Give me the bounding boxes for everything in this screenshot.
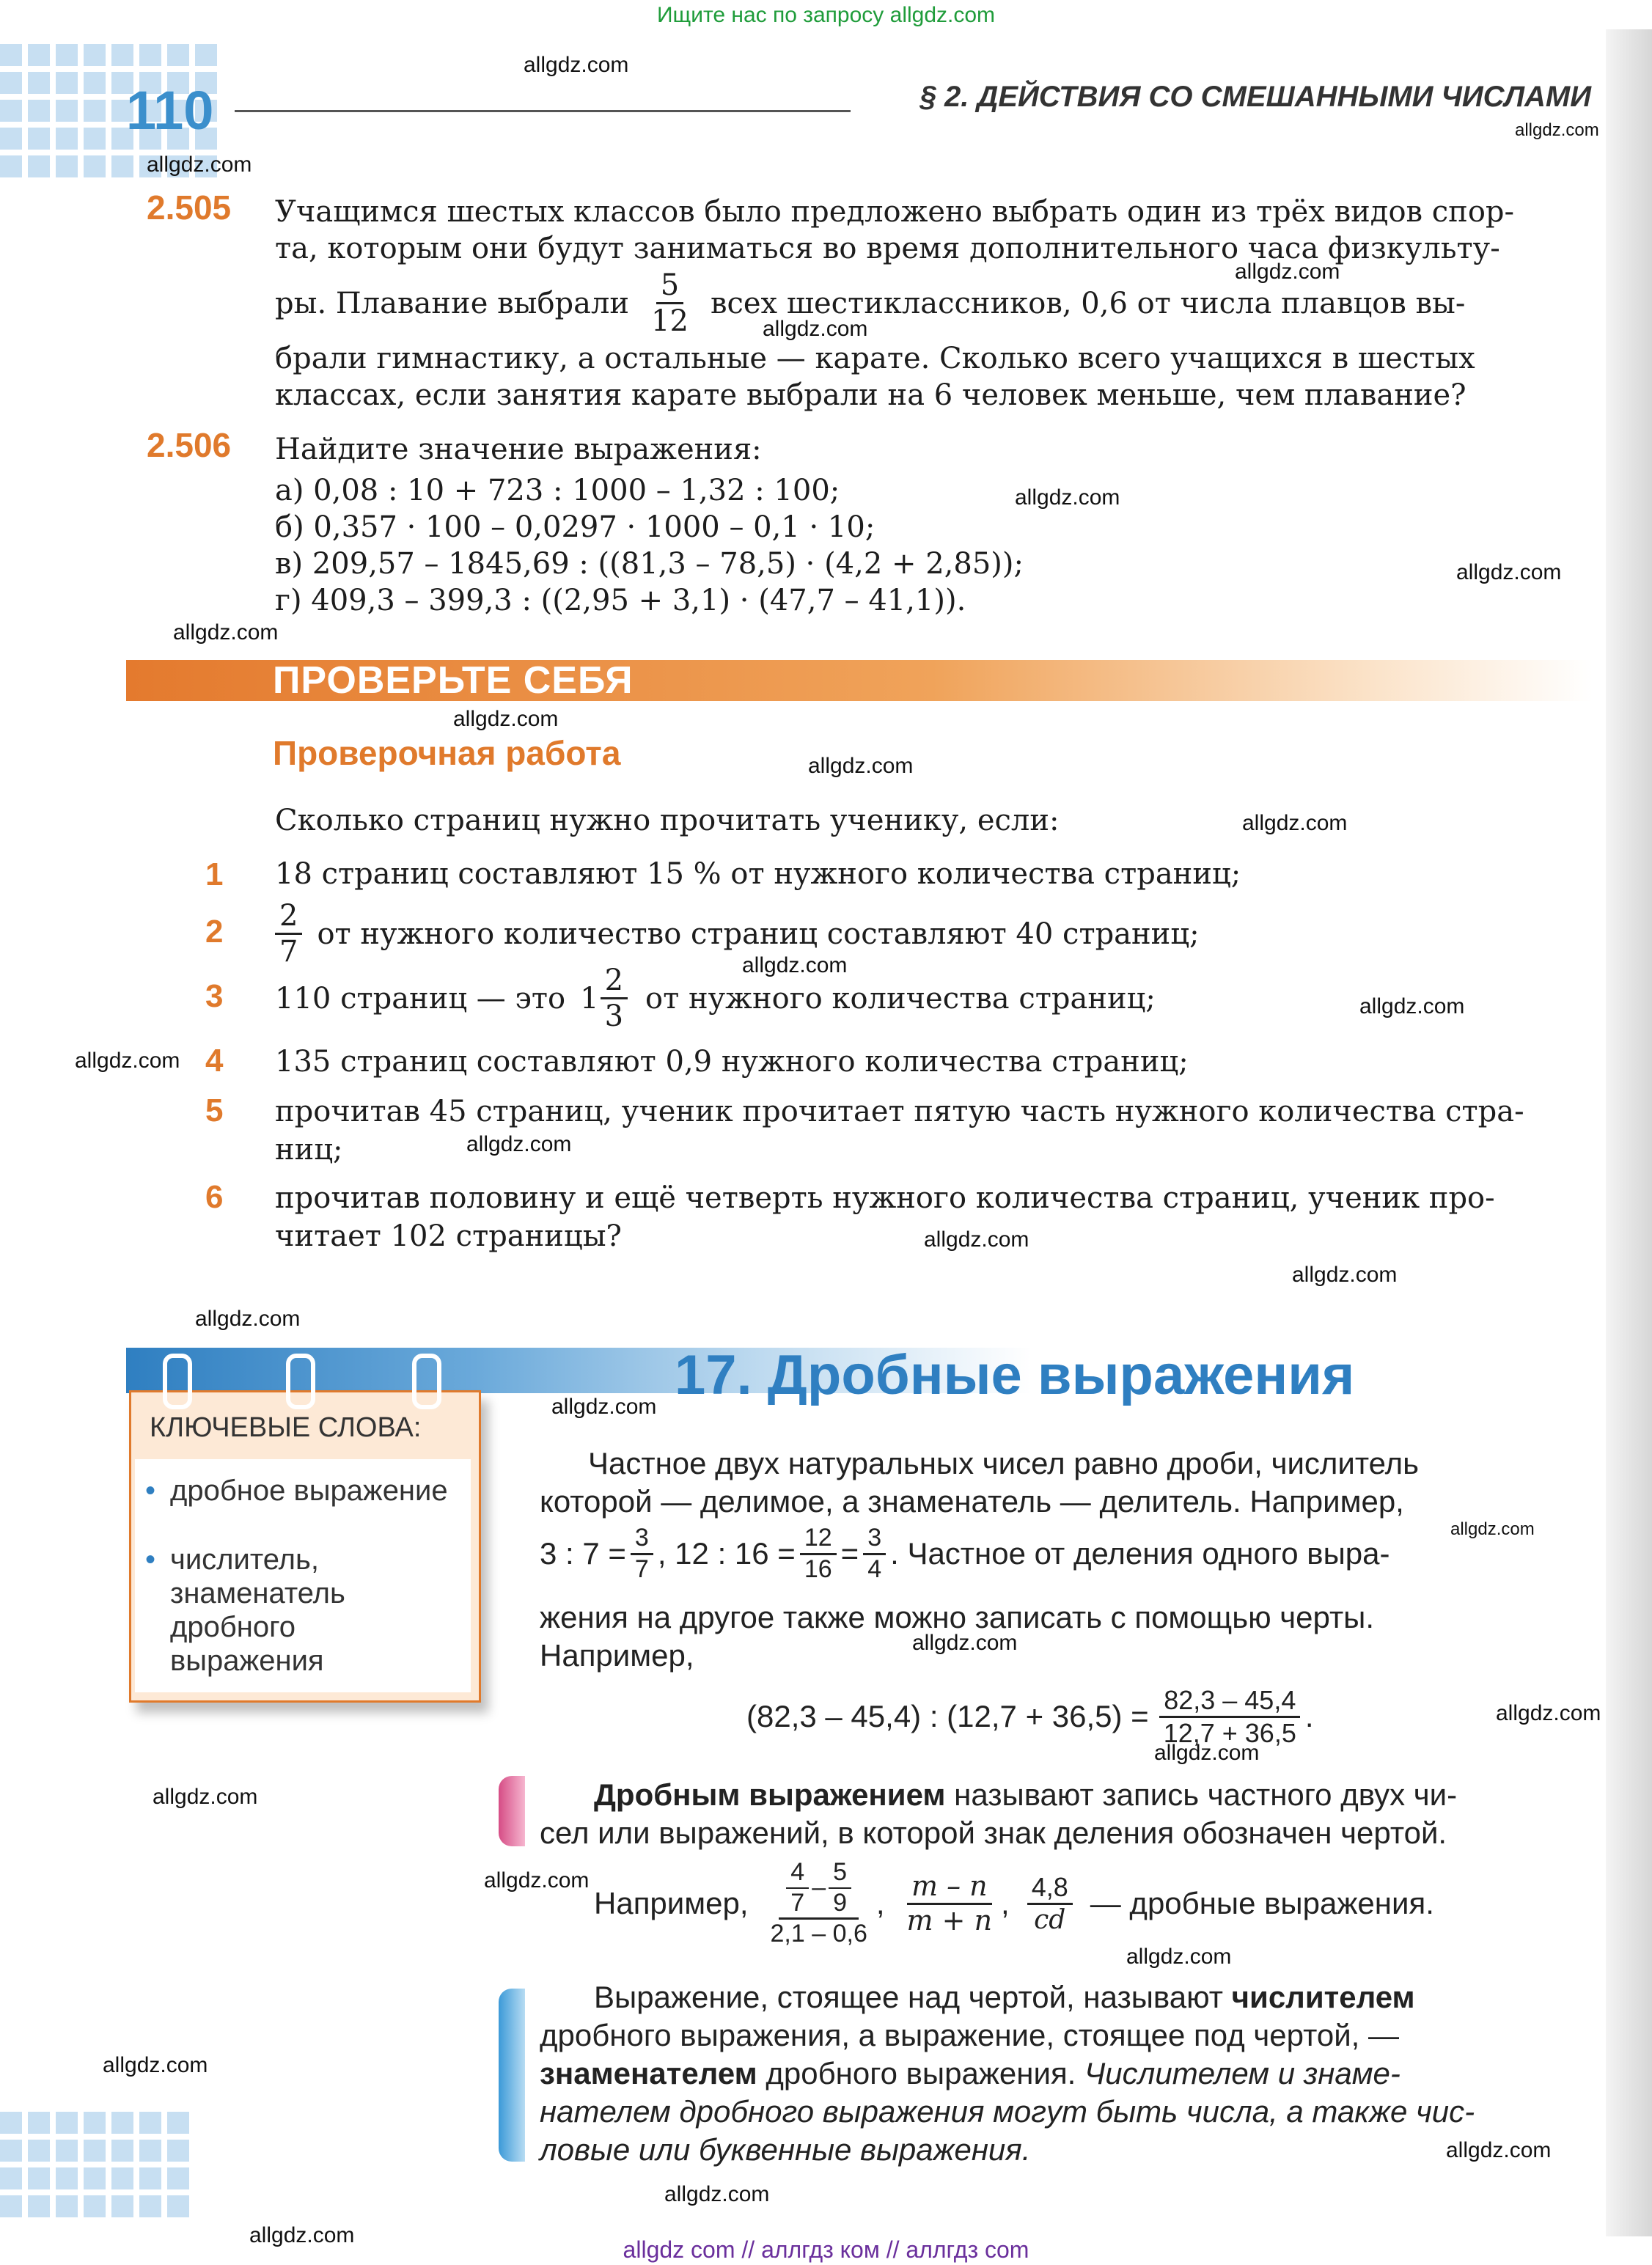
problem-number-2505: 2.505	[147, 188, 232, 227]
fraction-5-12	[647, 270, 693, 337]
fraction-numerator: 3	[631, 1525, 653, 1555]
problem-2506-prompt: Найдите значение выражения:	[275, 433, 762, 466]
watermark-text: allgdz.com	[1496, 1701, 1601, 1725]
watermark-text: allgdz.com	[664, 2182, 770, 2206]
fraction-numerator: m – n	[907, 1872, 992, 1905]
binder-ring-icon	[286, 1354, 315, 1409]
fraction-3-4	[863, 1525, 886, 1582]
definition-2-line4: нателем дробного выражения могут быть числа, а также чис-	[540, 2094, 1475, 2129]
check-item-1: 18 страниц составляют 15 % от нужного количества страниц;	[275, 857, 1241, 891]
watermark-text: allgdz.com	[1446, 2138, 1552, 2162]
check-item-number-5: 5	[205, 1093, 224, 1128]
check-item-5-line1: прочитав 45 страниц, ученик прочитает пятую часть нужного количества стра-	[275, 1095, 1524, 1128]
example-2-lhs: (82,3 – 45,4) : (12,7 + 36,5) =	[746, 1699, 1149, 1734]
check-item-3-before: 110 страниц — это	[275, 981, 566, 1016]
complex-fraction-numerator	[779, 1860, 859, 1920]
fraction-numerator: 4,8	[1027, 1873, 1073, 1905]
complex-fraction	[766, 1860, 872, 1948]
problem-2505-line3-end: всех шестиклассников, 0,6 от числа плавцов вы-	[710, 286, 1466, 320]
fraction-numerator: 2	[275, 900, 302, 935]
theory-p1-line5: Например,	[540, 1638, 694, 1673]
watermark-text: allgdz.com	[453, 707, 559, 731]
fraction-numerator: 2	[601, 965, 628, 999]
fraction-denominator: 7	[634, 1554, 649, 1583]
check-item-5-line2: ниц;	[275, 1133, 343, 1167]
definition-2-term-numerator: числителем	[1231, 1980, 1415, 2014]
watermark-text: allgdz.com	[173, 620, 279, 645]
fraction-denominator: 7	[790, 1888, 805, 1917]
keyword-2	[145, 1543, 453, 1678]
fraction-denominator: 16	[804, 1554, 832, 1583]
problem-2506-item-b: б) 0,357 · 100 – 0,0297 · 1000 – 0,1 · 10;	[275, 510, 875, 544]
watermark-text: allgdz.com	[153, 1785, 258, 1809]
definition-2-line1	[594, 1978, 1587, 2016]
check-subtitle: Проверочная работа	[273, 734, 621, 772]
keyword-2-text: числитель, знаменатель дробного выражения	[170, 1543, 345, 1677]
watermark-text: allgdz.com	[1242, 811, 1348, 835]
keywords-title: КЛЮЧЕВЫЕ СЛОВА:	[150, 1412, 422, 1443]
watermark-text: allgdz.com	[195, 1307, 301, 1331]
example-2-period: .	[1304, 1699, 1314, 1734]
watermark-text: allgdz.com	[75, 1049, 180, 1073]
fraction-2-7	[275, 900, 302, 967]
problem-2506-item-d: г) 409,3 – 399,3 : ((2,95 + 3,1) · (47,7 – 41,1)).	[275, 584, 966, 617]
watermark-text: allgdz.com	[249, 2223, 355, 2247]
watermark-text: allgdz.com	[147, 153, 252, 177]
check-item-4: 135 страниц составляют 0,9 нужного количества страниц;	[275, 1045, 1189, 1079]
site-footer-link[interactable]: allgdz com // аллгдз ком // аллгдз com	[623, 2236, 1029, 2263]
bullet-icon: •	[145, 1543, 156, 1576]
watermark-text: allgdz.com	[742, 953, 848, 977]
watermark-text: allgdz.com	[1450, 1519, 1535, 1539]
complex-fraction-denominator: 2,1 – 0,6	[770, 1920, 867, 1948]
check-item-number-2: 2	[205, 914, 224, 950]
problem-number-2506: 2.506	[147, 426, 232, 464]
watermark-text: allgdz.com	[808, 754, 914, 778]
definition-1-rest: называют запись частного двух чи-	[954, 1777, 1458, 1812]
fraction-5-9	[829, 1860, 851, 1916]
fraction-denominator: 7	[279, 935, 298, 969]
fraction-denominator: 9	[833, 1888, 848, 1917]
fraction-3-7	[631, 1525, 653, 1582]
check-item-number-1: 1	[205, 856, 224, 892]
fraction-denominator: 3	[604, 999, 624, 1033]
problem-2505-line4: брали гимнастику, а остальные — карате. Сколько всего учащихся в шестых	[275, 342, 1475, 375]
watermark-text: allgdz.com	[103, 2053, 208, 2077]
bullet-icon: •	[145, 1475, 156, 1507]
theory-example-2	[746, 1686, 1314, 1747]
fraction-numerator: 82,3 – 45,4	[1159, 1686, 1300, 1718]
example-1-equals: =	[840, 1536, 859, 1571]
check-item-6-line1: прочитав половину и ещё четверть нужного количества страниц, ученик про-	[275, 1181, 1495, 1215]
chapter-title: 17. Дробные выражения	[675, 1344, 1355, 1406]
fraction-numerator: 12	[800, 1525, 837, 1555]
fraction-numerator: 4	[786, 1860, 809, 1889]
fraction-numerator: 3	[863, 1525, 886, 1555]
check-item-number-6: 6	[205, 1179, 224, 1215]
fraction-denominator: 4	[867, 1554, 882, 1583]
definition-1-line2: сел или выражений, в которой знак деления обозначен чертой.	[540, 1816, 1447, 1850]
check-item-2-text: от нужного количество страниц составляют 40 страниц;	[317, 917, 1200, 951]
page-gutter-shadow	[1606, 29, 1652, 2236]
definition-2-line5: ловые или буквенные выражения.	[540, 2132, 1031, 2167]
mixed-number-whole: 1	[580, 981, 599, 1016]
problem-2505-line3	[275, 270, 1587, 337]
problem-2505-line5: классах, если занятия карате выбрали на 6 человек меньше, чем плавание?	[275, 378, 1466, 412]
definition-2-start: Выражение, стоящее над чертой, называют	[594, 1980, 1223, 2014]
fraction-numerator: 5	[656, 270, 683, 304]
problem-2505-line3-start: ры. Плавание выбрали	[275, 286, 630, 320]
watermark-text: allgdz.com	[524, 53, 629, 77]
site-header-link[interactable]: Ищите нас по запросу allgdz.com	[656, 3, 996, 27]
check-question: Сколько страниц нужно прочитать ученику, если:	[275, 804, 1060, 837]
check-item-number-4: 4	[205, 1043, 224, 1079]
check-banner-title: ПРОВЕРЬТЕ СЕБЯ	[273, 659, 634, 702]
example-1-part-a: 3 : 7 =	[540, 1536, 626, 1571]
page-number: 110	[126, 80, 214, 141]
fraction-numerator: 5	[829, 1860, 851, 1889]
check-item-number-3: 3	[205, 978, 224, 1014]
fraction-2-3	[601, 965, 628, 1032]
keyword-1	[145, 1474, 453, 1508]
theory-p1-line4: жения на другое также можно записать с помощью черты.	[540, 1600, 1375, 1634]
watermark-text: allgdz.com	[1126, 1945, 1232, 1969]
watermark-text: allgdz.com	[1456, 560, 1562, 584]
binder-ring-icon	[163, 1354, 192, 1409]
watermark-text: allgdz.com	[551, 1395, 657, 1419]
fraction-4-8-cd	[1027, 1873, 1073, 1934]
definition-1-line1	[594, 1776, 1587, 1814]
example-1-part-c: . Частное от деления одного выра-	[890, 1536, 1390, 1571]
problem-2505-line1: Учащимся шестых классов было предложено выбрать один из трёх видов спор-	[275, 195, 1515, 229]
problem-2505-line2: та, которым они будут заниматься во время дополнительного часа физкульту-	[275, 232, 1500, 265]
fraction-m-n	[903, 1869, 997, 1937]
fraction-denominator: m + n	[906, 1904, 993, 1937]
definition-1-term: Дробным выражением	[594, 1777, 946, 1812]
theory-p1-line2: которой — делимое, а знаменатель — делитель. Например,	[540, 1484, 1404, 1519]
section-title: § 2. ДЕЙСТВИЯ СО СМЕШАННЫМИ ЧИСЛАМИ	[851, 81, 1591, 114]
definition-2-italic-1: Числителем и знаме-	[1084, 2056, 1400, 2090]
theory-p1-line1: Частное двух натуральных чисел равно дроби, числитель	[588, 1446, 1419, 1480]
fraction-denominator: 12,7 + 36,5	[1163, 1717, 1296, 1748]
definition-2-line3	[540, 2055, 1587, 2093]
comma: ,	[875, 1886, 885, 1921]
watermark-text: allgdz.com	[1015, 485, 1120, 510]
watermark-text: allgdz.com	[912, 1631, 1018, 1655]
bottom-left-mosaic	[0, 2112, 189, 2217]
example-3-lead: Например,	[594, 1886, 749, 1921]
theory-example-3	[594, 1860, 1434, 1948]
example-1-part-b: , 12 : 16 =	[657, 1536, 796, 1571]
definition-2-line2: дробного выражения, а выражение, стоящее под чертой, —	[540, 2018, 1400, 2052]
check-item-2	[275, 900, 1587, 967]
keyword-1-text: дробное выражение	[170, 1475, 448, 1507]
minus-sign: –	[812, 1873, 826, 1901]
fraction-expression-example	[1159, 1686, 1301, 1747]
watermark-text: allgdz.com	[1292, 1263, 1398, 1287]
example-3-tail: — дробные выражения.	[1090, 1886, 1434, 1921]
check-item-3-after: от нужного количества страниц;	[645, 981, 1156, 1016]
watermark-text: allgdz.com	[1359, 994, 1465, 1018]
definition-2-term-denominator: знаменателем	[540, 2056, 757, 2090]
watermark-text: allgdz.com	[763, 317, 868, 341]
watermark-text: allgdz.com	[1154, 1741, 1260, 1765]
definition-marker-blue	[499, 1989, 525, 2162]
fraction-4-7	[786, 1860, 809, 1916]
comma: ,	[1001, 1886, 1010, 1921]
watermark-text: allgdz.com	[924, 1227, 1029, 1252]
problem-2506-item-a: а) 0,08 : 10 + 723 : 1000 – 1,32 : 100;	[275, 474, 840, 507]
watermark-text: allgdz.com	[1235, 260, 1340, 284]
definition-marker-pink	[499, 1776, 525, 1846]
definition-2-mid: дробного выражения.	[766, 2056, 1076, 2090]
fraction-denominator: cd	[1034, 1904, 1066, 1935]
binder-ring-icon	[412, 1354, 441, 1409]
fraction-12-16	[800, 1525, 837, 1582]
theory-example-1	[540, 1525, 1587, 1582]
watermark-text: allgdz.com	[466, 1132, 572, 1156]
watermark-text: allgdz.com	[484, 1868, 590, 1893]
check-item-6-line2: читает 102 страницы?	[275, 1219, 622, 1253]
watermark-text: allgdz.com	[1515, 120, 1599, 140]
problem-2506-item-c: в) 209,57 – 1845,69 : ((81,3 – 78,5) · (4,2 + 2,85));	[275, 547, 1024, 581]
fraction-denominator: 12	[651, 304, 689, 338]
